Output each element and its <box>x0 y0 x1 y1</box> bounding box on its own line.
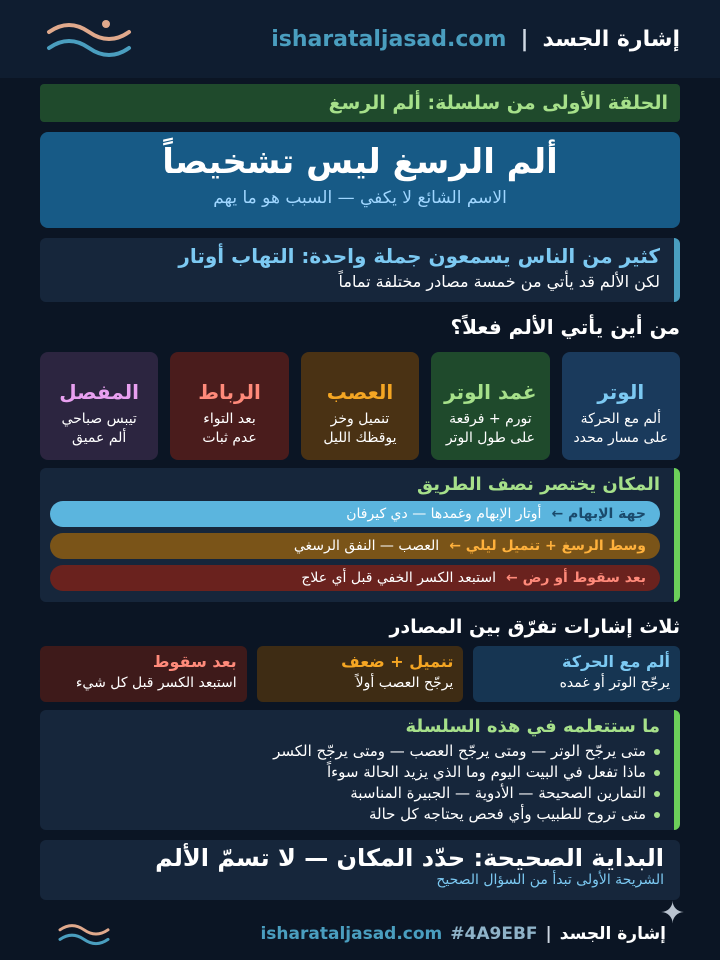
title-box <box>40 132 680 228</box>
footer-separator: | <box>545 924 552 944</box>
card-line-2: يوقظك الليل <box>323 429 397 446</box>
sign-card <box>40 646 247 702</box>
bullet-icon <box>654 749 660 755</box>
card-title: المفصل <box>59 380 140 404</box>
source-card <box>170 352 288 460</box>
sign-title: تنميل + ضعف <box>341 652 454 671</box>
sign-desc: استبعد الكسر قبل كل شيء <box>75 675 237 691</box>
learn-title: ما ستتعلمه في هذه السلسلة <box>405 716 660 737</box>
card-line-1: تيبس صباحي <box>61 411 137 427</box>
header-brand <box>271 27 680 52</box>
card-line-1: بعد التواء <box>203 411 256 427</box>
source-card <box>40 352 158 460</box>
card-line-2: على طول الوتر <box>445 429 535 446</box>
sign-card <box>257 646 464 702</box>
footer-text <box>260 924 666 944</box>
card-title: العصب <box>326 380 394 404</box>
list-item <box>50 804 660 825</box>
learn-box <box>40 710 680 830</box>
list-item-text: ماذا تفعل في البيت اليوم وما الذي يزيد الحالة سوءاً <box>326 763 646 781</box>
header-separator: | <box>520 26 529 52</box>
source-card <box>562 352 680 460</box>
card-title: الوتر <box>597 380 645 404</box>
card-line-2: على مسار محدد <box>573 429 669 446</box>
header <box>0 0 720 78</box>
signs-heading: ثلاث إشارات تفرّق بين المصادر <box>389 616 680 638</box>
bullet-icon <box>654 791 660 797</box>
footer-logo-wave-icon <box>56 919 112 949</box>
sparkle-icon: ✦ <box>660 896 686 931</box>
source-card <box>431 352 549 460</box>
card-line-2: عدم ثبات <box>202 429 257 446</box>
page-title: ألم الرسغ ليس تشخيصاً <box>162 142 558 182</box>
location-title: المكان يختصر نصف الطريق <box>417 474 660 495</box>
sign-title: بعد سقوط <box>152 652 237 671</box>
question-heading: من أين يأتي الألم فعلاً؟ <box>450 315 680 339</box>
location-row-label: جهة الإبهام ← <box>551 506 646 522</box>
final-box <box>40 840 680 900</box>
list-item-text: متى تروح للطبيب وأي فحص يحتاجه كل حالة <box>368 805 646 823</box>
quote-line-1: كثير من الناس يسمعون جملة واحدة: التهاب أوتار <box>178 244 660 268</box>
signs-row <box>40 646 680 702</box>
location-row-text: أوتار الإبهام وغمدها — دي كيرفان <box>346 506 542 522</box>
card-title: غمد الوتر <box>444 380 537 404</box>
list-item-text: التمارين الصحيحة — الأدوية — الجبيرة المناسبة <box>350 784 646 802</box>
location-row <box>50 533 660 559</box>
card-line-1: ألم مع الحركة <box>580 411 661 427</box>
final-subtitle: الشريحة الأولى تبدأ من السؤال الصحيح <box>436 872 664 888</box>
location-row <box>50 565 660 591</box>
sign-desc: يرجّح العصب أولاً <box>355 675 454 691</box>
location-row-text: استبعد الكسر الخفي قبل أي علاج <box>301 570 496 586</box>
location-box <box>40 468 680 602</box>
location-row-text: العصب — النفق الرسغي <box>293 538 440 554</box>
footer-hex-code: #4A9EBF <box>450 924 538 944</box>
logo-wave-icon <box>44 14 134 64</box>
card-line-2: ألم عميق <box>72 429 127 446</box>
final-title: البداية الصحيحة: حدّد المكان — لا تسمّ الألم <box>155 844 664 872</box>
sign-card <box>473 646 680 702</box>
card-title: الرباط <box>198 380 261 404</box>
list-item <box>50 762 660 783</box>
location-row-label: بعد سقوط أو رض ← <box>505 570 646 586</box>
location-row-label: وسط الرسغ + تنميل ليلي ← <box>449 538 646 554</box>
card-line-1: تنميل وخز <box>330 411 390 427</box>
sign-title: ألم مع الحركة <box>562 652 670 671</box>
source-cards <box>40 352 680 460</box>
quote-line-2: لكن الألم قد يأتي من خمسة مصادر مختلفة تماماً <box>338 272 660 291</box>
series-label: الحلقة الأولى من سلسلة: ألم الرسغ <box>40 84 680 122</box>
footer-brand-name: إشارة الجسد <box>559 924 666 944</box>
location-row <box>50 501 660 527</box>
card-line-1: تورم + فرقعة <box>449 411 532 427</box>
footer <box>0 908 720 960</box>
list-item <box>50 741 660 762</box>
footer-site-link[interactable]: isharataljasad.com <box>260 924 443 944</box>
page-subtitle: الاسم الشائع لا يكفي — السبب هو ما يهم <box>213 188 507 208</box>
list-item-text: متى يرجّح الوتر — ومتى يرجّح العصب — ومتى يرجّح الكسر <box>273 742 646 760</box>
source-card <box>301 352 419 460</box>
bullet-icon <box>654 812 660 818</box>
list-item <box>50 783 660 804</box>
learn-list <box>50 741 660 825</box>
quote-box <box>40 238 680 302</box>
header-site-link[interactable]: isharataljasad.com <box>271 26 507 52</box>
header-brand-name: إشارة الجسد <box>542 26 680 52</box>
bullet-icon <box>654 770 660 776</box>
sign-desc: يرجّح الوتر أو غمده <box>559 675 670 691</box>
